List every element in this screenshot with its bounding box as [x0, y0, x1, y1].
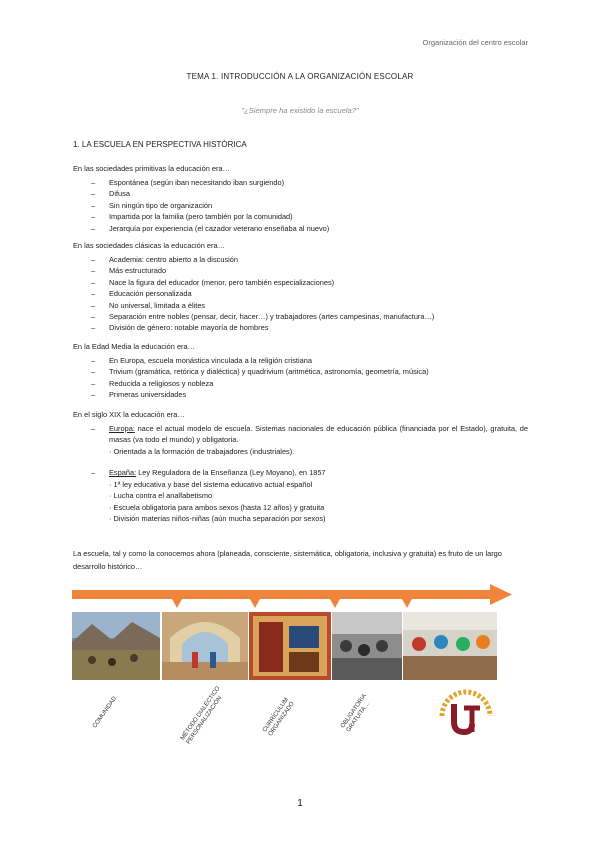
list-item: – Primeras universidades [73, 389, 528, 400]
page-number: 1 [297, 798, 303, 809]
timeline-label: OBLIGATORIA GRATUITA… [340, 693, 371, 734]
list-item: – Separación entre nobles (pensar, decir, hacer…) y trabajadores (artes campesinas, manufactura…) [73, 311, 528, 322]
timeline-labels [72, 678, 472, 758]
xix-classroom-image [332, 612, 402, 680]
primitive-section [73, 163, 528, 234]
timeline-marker [172, 599, 182, 608]
list-item: – Trivium (gramática, retórica y dialéctica) y quadrivium (aritmética, astronomía, geometría, música) [73, 366, 528, 377]
spain-sub-item: · 1ª ley educativa y base del sistema educativo actual español [109, 479, 313, 489]
timeline-label: CURRÍCULUM ORGANIZADO [262, 696, 296, 738]
timeline-arrow-shaft [72, 590, 492, 599]
list-item: – Nace la figura del educador (menor, pero también especializaciones) [73, 277, 528, 288]
timeline-arrow [72, 584, 512, 610]
timeline-marker [402, 599, 412, 608]
list-item: – División de género: notable mayoría de hombres [73, 322, 528, 333]
xix-section [73, 409, 528, 525]
medieval-section [73, 341, 528, 401]
list-item: – Espontánea (según iban necesitando iban surgiendo) [73, 177, 528, 188]
europe-sub: · Orientada a la formación de trabajadores (industriales). [109, 446, 295, 456]
europe-item [73, 423, 528, 446]
spain-sub-item: · Escuela obligatoria para ambos sexos (hasta 12 años) y gratuita [109, 502, 325, 512]
timeline-marker [330, 599, 340, 608]
list-item: – Academia: centro abierto a la discusión [73, 254, 528, 265]
list-item: – En Europa, escuela monástica vinculada a la religión cristiana [73, 355, 528, 366]
medieval-scene-image [249, 612, 331, 680]
xix-list [73, 423, 528, 446]
medieval-intro: En la Edad Media la educación era… [73, 342, 196, 351]
timeline-marker [250, 599, 260, 608]
modern-classroom-image [403, 612, 497, 680]
spain-lead: España: [109, 468, 137, 478]
list-item: – No universal, limitada a élites [73, 300, 528, 311]
school-of-athens-image [162, 612, 248, 680]
list-item: – Difusa [73, 188, 528, 199]
classical-list [73, 254, 528, 334]
list-item: – Educación personalizada [73, 288, 528, 299]
list-item: – Jerarquía por experiencia (el cazador veterano enseñaba al nuevo) [73, 223, 528, 234]
prehistoric-community-image [72, 612, 160, 680]
primitive-list [73, 177, 528, 234]
closing-paragraph: La escuela, tal y como la conocemos ahora (planeada, consciente, sistemática, obligatoria, inclusiva y gratuita) es fruto de un largo desarrollo histórico… [73, 549, 502, 571]
medieval-list [73, 355, 528, 401]
classical-section [73, 240, 528, 334]
classical-intro: En las sociedades clásicas la educación era… [73, 241, 226, 250]
spain-item [73, 467, 528, 478]
spain-text: Ley Reguladora de la Enseñanza (Ley Moyano), en 1857 [136, 468, 326, 478]
europe-lead: Europa: [109, 424, 135, 433]
running-header: Organización del centro escolar [422, 38, 528, 47]
spain-sub-item: · Lucha contra el analfabetismo [109, 491, 213, 501]
timeline-arrow-head [490, 584, 512, 605]
list-item: – Más estructurado [73, 265, 528, 276]
europe-text: nace el actual modelo de escuela. Sistemas nacionales de educación pública (financiada por el Estado), gratuita, de masas (va todo el mundo) y obligatoria. [109, 424, 528, 445]
university-logo-icon [436, 682, 496, 742]
xix-intro: En el siglo XIX la educación era… [73, 410, 185, 419]
section-heading: 1. LA ESCUELA EN PERSPECTIVA HISTÓRICA [73, 140, 247, 149]
page-title: TEMA 1. INTRODUCCIÓN A LA ORGANIZACIÓN ESCOLAR [186, 72, 414, 81]
list-item: – Reducida a religiosos y nobleza [73, 378, 528, 389]
primitive-intro: En las sociedades primitivas la educación era… [73, 164, 230, 173]
timeline-label: COMUNIDAD [92, 695, 119, 730]
list-item: – Sin ningún tipo de organización [73, 200, 528, 211]
list-item: – Impartida por la familia (pero también por la comunidad) [73, 211, 528, 222]
page-subtitle: "¿Siempre ha existido la escuela?" [241, 106, 359, 115]
spain-sub-item: · División materias niños-niñas (aún mucha separación por sexos) [109, 514, 326, 524]
timeline-label: MÉTODO DIALÉCTICO PERSONALIZACIÓN [180, 685, 224, 746]
